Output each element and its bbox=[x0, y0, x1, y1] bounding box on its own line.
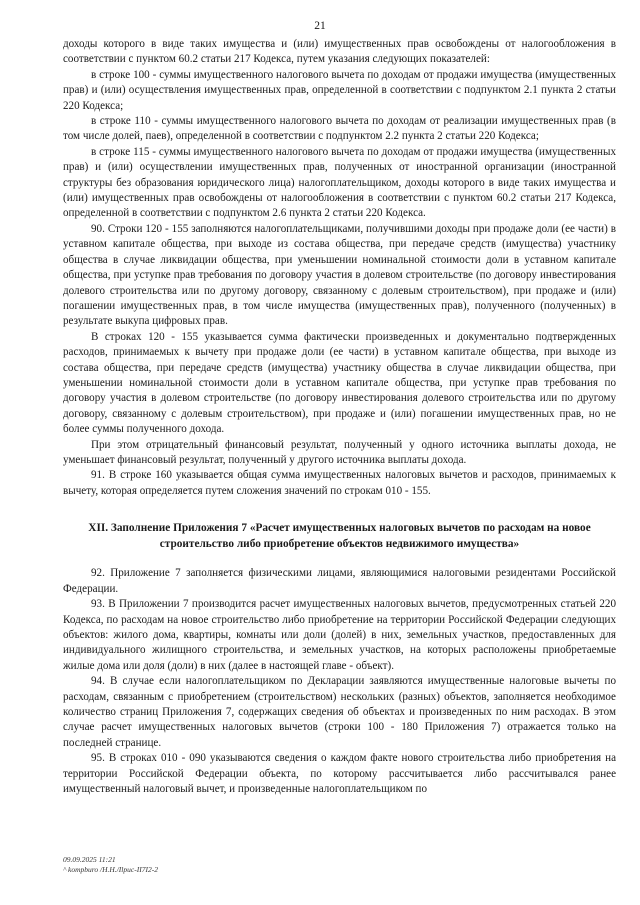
document-body bbox=[63, 37, 616, 797]
paragraph-line-115: в строке 115 - суммы имущественного налогового вычета по доходам от продажи имущества (имущественных прав) и (или) осуществлении имущественных прав, полученных от иностранной организации (иностранной структуры без образования юридического лица) налогоплательщиком, доходы которого в виде таких имущества и (или) имущественных прав освобождены от налогообложения в соответствии с пунктом 60.2 статьи 217 Кодекса, определенной в соответствии с подпунктом 2.6 пункта 2 статьи 220 Кодекса. bbox=[63, 145, 616, 220]
paragraph-item-91: 91. В строке 160 указывается общая сумма имущественных налоговых вычетов и расходов, принимаемых к вычету, которая определяется путем сложения значений по строкам 010 - 155. bbox=[63, 469, 616, 497]
footer-source-code: ^ kompburo /H.H./Ilpuc-II7I2-2 bbox=[63, 865, 158, 874]
paragraph-item-93: 93. В Приложении 7 производится расчет имущественных налоговых вычетов, предусмотренных статьей 220 Кодекса, по расходам на новое строительство либо приобретение на территории Российской Федерации следующих объектов: жилого дома, квартиры, комнаты или доли (долей) в них, земельных участков, предоставленных для индивидуального жилищного строительства, и земельных участков, на которых расположены приобретаемые жилые дома или доля (доли) в них (далее в настоящей главе - объект). bbox=[63, 598, 616, 672]
paragraph-line-110: в строке 110 - суммы имущественного налогового вычета по доходам от реализации имущественных прав (в том числе долей, паев), определенной в соответствии с подпунктом 2.2 пункта 2 статьи 220 Кодекса; bbox=[63, 115, 616, 143]
paragraph-line-100: в строке 100 - суммы имущественного налогового вычета по доходам от продажи имущества (имущественных прав) и (или) осуществления имущественных прав, определенной в соответствии с подпунктом 2.1 пункта 2 статьи 220 Кодекса; bbox=[63, 68, 616, 112]
paragraph-lines-120-155: В строках 120 - 155 указывается сумма фактически произведенных и документально подтвержденных расходов, принимаемых к вычету при продаже доли (ее части) в уставном капитале общества, при выходе из состава общества, при передаче средств (имущества) участнику общества в случае ликвидации общества, при уменьшении номинальной стоимости доли в уставном капитале общества, при уступке прав требования по договору участия в долевом строительстве (по договору инвестирования долевого строительства или по другому договору, связанному с долевым строительством), при продаже и (или) погашении имущественных прав, но не более суммы полученного дохода. bbox=[63, 330, 616, 436]
paragraph-negative-result: При этом отрицательный финансовый результат, полученный у одного источника выплаты дохода, не уменьшает финансовый результат, полученный у другого источника выплаты дохода. bbox=[63, 438, 616, 466]
paragraph-item-95: 95. В строках 010 - 090 указываются сведения о каждом факте нового строительства либо приобретения на территории Российской Федерации объекта, по которому рассчитывается либо рассчитывался ранее имущественный налоговый вычет, и произведенные налогоплательщиком по bbox=[63, 752, 616, 796]
footer bbox=[63, 855, 158, 875]
section-heading: XII. Заполнение Приложения 7 «Расчет имущественных налоговых вычетов по расходам на новое строительство либо приобретение объектов недвижимого имущества» bbox=[88, 522, 591, 550]
page-number: 21 bbox=[314, 20, 326, 32]
paragraph-continuation: доходы которого в виде таких имущества и (или) имущественных прав освобождены от налогообложения в соответствии с пунктом 60.2 статьи 217 Кодекса, путем указания следующих показателей: bbox=[63, 38, 616, 66]
paragraph-item-90: 90. Строки 120 - 155 заполняются налогоплательщиками, получившими доходы при продаже доли (ее части) в уставном капитале общества, при выходе из состава общества, при передаче средств (имущества) участнику общества в случае ликвидации общества, при уменьшении номинальной стоимости доли в уставном капитале общества, при уступке прав требования по договору участия в долевом строительстве (по договору инвестирования долевого строительства или по другому договору, связанному с долевым строительством), при продаже и (или) погашении имущественных прав, в том числе имущества (имущественных прав), полученного (полученных) в результате выкупа цифровых прав. bbox=[63, 222, 616, 328]
footer-timestamp: 09.09.2025 11:21 bbox=[63, 855, 116, 864]
paragraph-item-92: 92. Приложение 7 заполняется физическими лицами, являющимися налоговыми резидентами Российской Федерации. bbox=[63, 567, 616, 595]
paragraph-item-94: 94. В случае если налогоплательщиком по Декларации заявляются имущественные налоговые вычеты по расходам, связанным с приобретением (строительством) нескольких (разных) объектов, заполняется необходимое количество страниц Приложения 7, содержащих сведения об объектах и произведенных по ним расходах. В этом случае расчет имущественных налоговых вычетов (строки 100 - 180 Приложения 7) отражается только на последней странице. bbox=[63, 675, 616, 749]
